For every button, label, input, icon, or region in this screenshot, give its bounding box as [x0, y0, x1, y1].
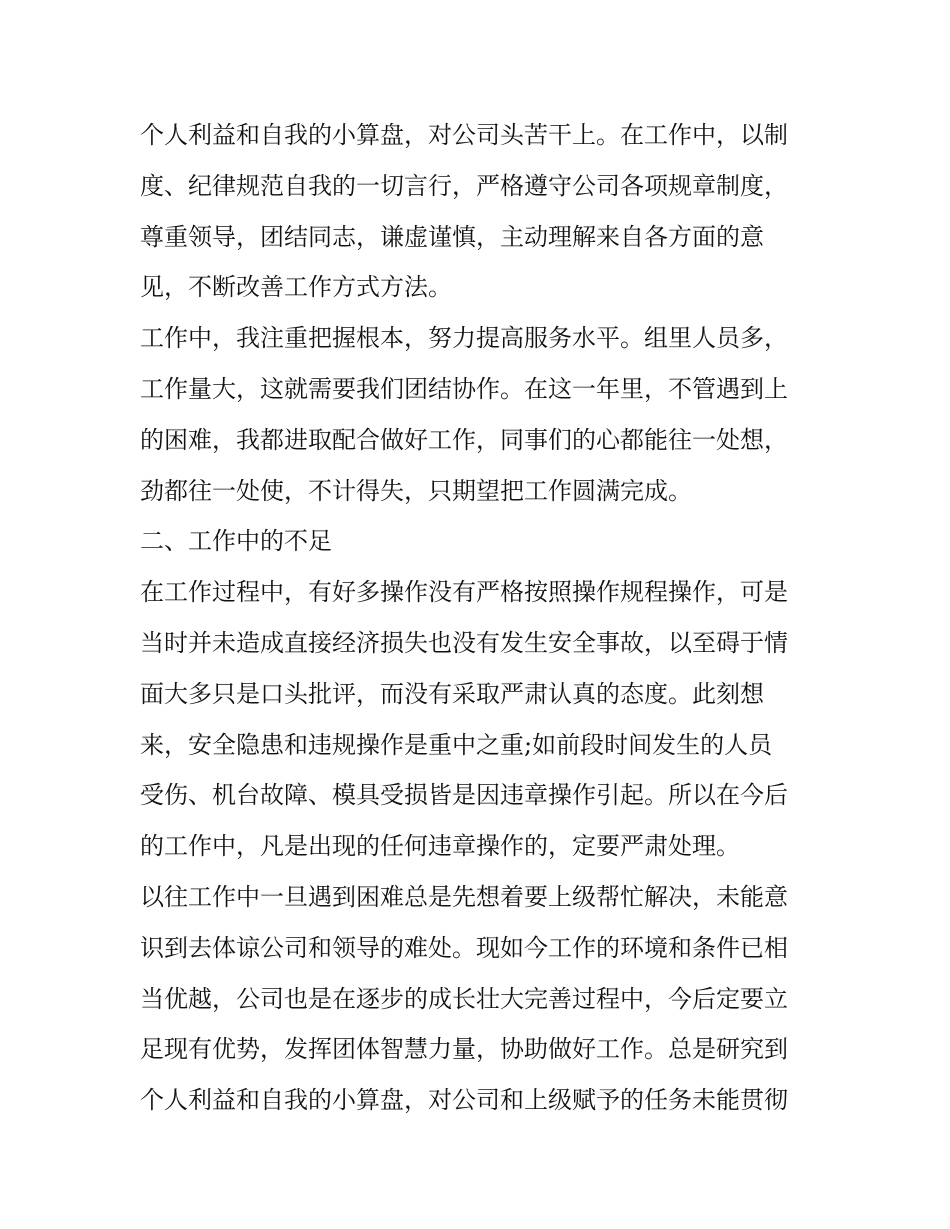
text-line: 劲都往一处使，不计得失，只期望把工作圆满完成。 [140, 476, 692, 505]
text-line: 来，安全隐患和违规操作是重中之重;如前段时间发生的人员 [140, 730, 773, 759]
text-line: 尊重领导，团结同志，谦虚谨慎，主动理解来自各方面的意 [140, 222, 764, 251]
text-line: 度、纪律规范自我的一切言行，严格遵守公司各项规章制度， [140, 171, 788, 200]
section-heading: 二、工作中的不足 [140, 527, 332, 556]
text-line: 工作量大，这就需要我们团结协作。在这一年里，不管遇到上 [140, 374, 788, 403]
text-line: 面大多只是口头批评，而没有采取严肃认真的态度。此刻想 [140, 679, 764, 708]
text-line: 工作中，我注重把握根本，努力提高服务水平。组里人员多， [140, 324, 788, 353]
text-line: 当时并未造成直接经济损失也没有发生安全事故，以至碍于情 [140, 628, 788, 657]
text-line: 足现有优势，发挥团体智慧力量，协助做好工作。总是研究到 [140, 1035, 788, 1064]
text-line: 当优越，公司也是在逐步的成长壮大完善过程中，今后定要立 [140, 984, 788, 1013]
text-line: 的困难，我都进取配合做好工作，同事们的心都能往一处想， [140, 425, 788, 454]
text-line: 见，不断改善工作方式方法。 [140, 273, 452, 302]
text-line: 识到去体谅公司和领导的难处。现如今工作的环境和条件已相 [140, 933, 788, 962]
text-line: 的工作中，凡是出现的任何违章操作的，定要严肃处理。 [140, 832, 740, 861]
text-line: 在工作过程中，有好多操作没有严格按照操作规程操作，可是 [140, 578, 788, 607]
text-line: 以往工作中一旦遇到困难总是先想着要上级帮忙解决，未能意 [140, 882, 788, 911]
text-line: 个人利益和自我的小算盘，对公司和上级赋予的任务未能贯彻 [140, 1086, 788, 1115]
body-text [140, 110, 820, 1126]
text-line: 个人利益和自我的小算盘，对公司头苦干上。在工作中，以制 [140, 121, 788, 149]
text-line: 受伤、机台故障、模具受损皆是因违章操作引起。所以在今后 [140, 781, 788, 810]
